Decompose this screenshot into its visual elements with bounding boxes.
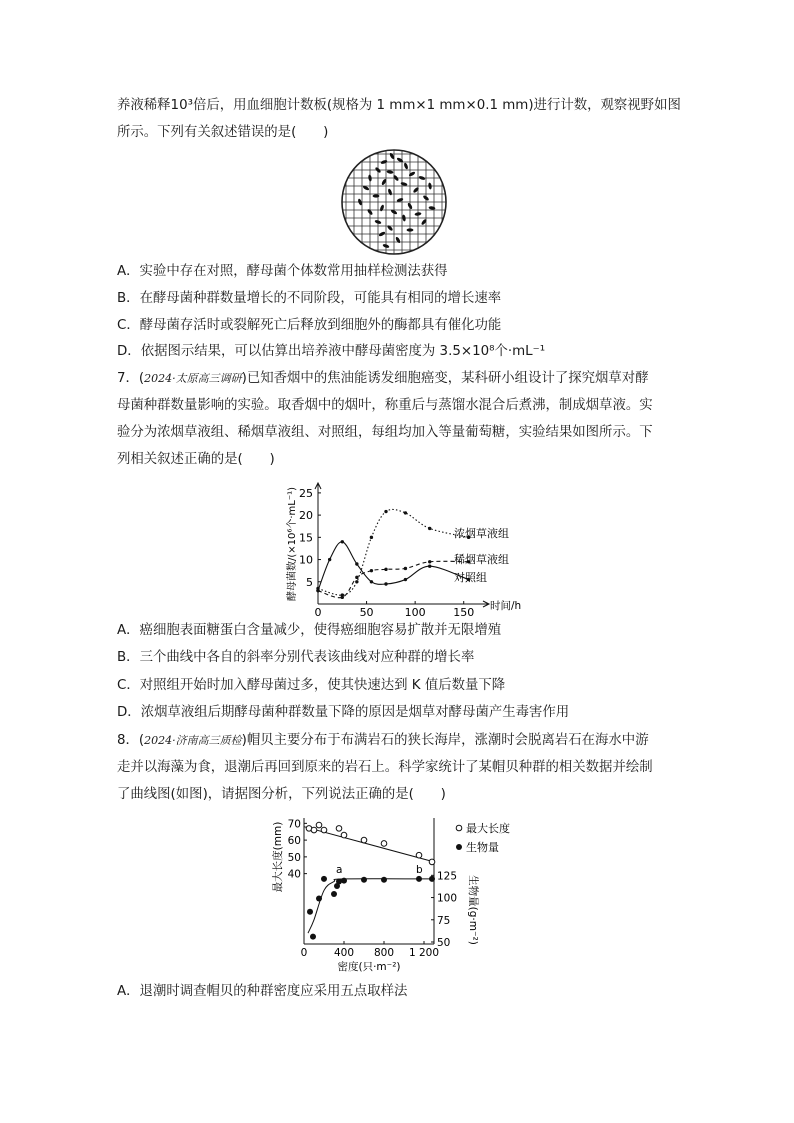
yeast-cell xyxy=(418,175,425,180)
q7-source: 2024·太原高三调研 xyxy=(144,372,242,385)
data-point xyxy=(428,560,431,563)
yeast-cell xyxy=(412,186,419,193)
q8-stem-line1 xyxy=(117,731,649,751)
right-y-axis-label: 生物量(g·m⁻²) xyxy=(467,875,479,945)
q6-option-b: B．在酵母菌种群数量增长的不同阶段，可能具有相同的增长速率 xyxy=(117,291,502,306)
biomass-point xyxy=(316,895,322,901)
q8-number: 8．( xyxy=(117,733,145,748)
yeast-cell xyxy=(379,204,384,211)
q8-source: 2024·济南高三质检 xyxy=(144,734,242,747)
y-axis-label: 酵母菌数/(×10⁶个·mL⁻¹) xyxy=(287,486,298,602)
data-point xyxy=(370,536,373,539)
biomass-point xyxy=(341,878,347,884)
x-tick-label: 400 xyxy=(333,947,355,959)
length-point xyxy=(429,859,435,865)
yeast-cell xyxy=(403,162,408,169)
yeast-cell xyxy=(387,188,392,195)
legend-label: 生物量 xyxy=(466,841,499,854)
yeast-cell xyxy=(407,228,414,231)
series-line-2 xyxy=(318,561,469,597)
legend-label: 最大长度 xyxy=(466,822,510,835)
legend-filled-marker xyxy=(456,844,462,850)
length-point xyxy=(416,852,422,858)
biomass-point xyxy=(321,876,327,882)
data-point xyxy=(404,511,407,514)
annotation-b: b xyxy=(416,863,423,876)
right-y-tick-label: 75 xyxy=(437,914,451,927)
yeast-cell xyxy=(408,171,415,177)
biomass-point xyxy=(310,934,316,940)
yeast-cell xyxy=(428,182,432,189)
x-axis-label: 时间/h xyxy=(490,600,522,612)
y-tick-label: 20 xyxy=(299,509,313,523)
q8-option-a: A．退潮时调查帽贝的种群密度应采用五点取样法 xyxy=(117,984,408,999)
q7-stem-line4: 列相关叙述正确的是( ) xyxy=(117,452,275,467)
data-point xyxy=(384,582,387,585)
yeast-cell xyxy=(428,206,435,210)
q7-stem-line1 xyxy=(117,369,649,389)
biomass-point xyxy=(381,877,387,883)
data-point xyxy=(355,580,358,583)
x-tick-label: 0 xyxy=(314,606,322,616)
yeast-cell xyxy=(414,212,421,216)
q6-option-c: C．酵母菌存活时或裂解死亡后释放到细胞外的酶都具有催化功能 xyxy=(117,318,502,333)
length-point xyxy=(361,837,367,843)
yeast-cell xyxy=(373,194,380,197)
data-point xyxy=(404,567,407,570)
biomass-point xyxy=(429,876,435,882)
left-y-tick-label: 40 xyxy=(287,868,301,881)
q6-option-d: D．依据图示结果，可以估算出培养液中酵母菌密度为 3.5×10⁸个·mL⁻¹ xyxy=(117,344,546,359)
q7-option-a: A．癌细胞表面糖蛋白含量减少，使得癌细胞容易扩散并无限增殖 xyxy=(117,623,502,638)
limpet-chart xyxy=(266,812,536,978)
y-tick-label: 25 xyxy=(299,486,313,500)
x-tick-label: 150 xyxy=(453,606,475,616)
x-tick-label: 800 xyxy=(373,947,395,959)
q8-stem-rest: )帽贝主要分布于布满岩石的狭长海岸，涨潮时会脱离岩石在海水中游 xyxy=(241,733,649,748)
data-point xyxy=(328,558,331,561)
data-point xyxy=(428,565,431,568)
left-y-tick-label: 50 xyxy=(287,851,301,864)
y-tick-label: 15 xyxy=(299,531,313,545)
x-tick-label: 1 200 xyxy=(408,947,440,959)
yeast-cell xyxy=(368,174,372,181)
right-y-tick-label: 50 xyxy=(437,937,451,949)
x-axis-label: 密度(只·m⁻²) xyxy=(337,961,401,973)
annotation-a: a xyxy=(336,863,343,876)
biomass-point xyxy=(331,891,337,897)
right-y-tick-label: 125 xyxy=(437,870,458,883)
yeast-cell xyxy=(380,159,387,164)
yeast-chart xyxy=(282,476,532,616)
data-point xyxy=(316,589,319,592)
length-point xyxy=(311,827,317,833)
series-label: 浓烟草液组 xyxy=(454,527,509,540)
yeast-cell xyxy=(386,224,393,231)
biomass-point xyxy=(307,909,313,915)
yeast-cell xyxy=(386,170,393,174)
q7-stem-rest: )已知香烟中的焦油能诱发细胞癌变，某科研小组设计了探究烟草对酵 xyxy=(241,371,649,386)
q7-option-d: D．浓烟草液组后期酵母菌种群数量下降的原因是烟草对酵母菌产生毒害作用 xyxy=(117,705,570,720)
series-label: 对照组 xyxy=(454,571,487,584)
q6-stem-line1: 养液稀释10³倍后，用血细胞计数板(规格为 1 mm×1 mm×0.1 mm)进行计数，观察视野如图 xyxy=(117,98,681,113)
left-y-tick-label: 60 xyxy=(287,835,301,848)
length-point xyxy=(316,822,322,828)
q7-stem-line2: 母菌种群数量影响的实验。取香烟中的烟叶，称重后与蒸馏水混合后煮沸，制成烟草液。实 xyxy=(117,398,653,413)
data-point xyxy=(370,569,373,572)
biomass-point xyxy=(416,876,422,882)
hemocytometer-figure xyxy=(340,148,448,256)
data-point xyxy=(384,510,387,513)
length-point xyxy=(336,826,342,832)
y-tick-label: 10 xyxy=(299,553,313,567)
left-y-tick-label: 70 xyxy=(287,818,301,831)
left-y-axis-label: 最大长度(mm) xyxy=(272,821,284,893)
q8-stem-line3: 了曲线图(如图)，请据图分析，下列说法正确的是( ) xyxy=(117,787,446,802)
legend-open-marker xyxy=(456,825,462,831)
q7-option-b: B．三个曲线中各自的斜率分别代表该曲线对应种群的增长率 xyxy=(117,650,475,665)
data-point xyxy=(341,540,344,543)
length-point xyxy=(341,832,347,838)
yeast-cell xyxy=(402,214,406,221)
biomass-point xyxy=(336,879,342,885)
right-y-tick-label: 100 xyxy=(437,892,458,905)
data-point xyxy=(341,596,344,599)
x-tick-label: 100 xyxy=(404,606,426,616)
q7-stem-line3: 验分为浓烟草液组、稀烟草液组、对照组，每组均加入等量葡萄糖，实验结果如图所示。下 xyxy=(117,425,653,440)
length-point xyxy=(381,841,387,847)
y-tick-label: 5 xyxy=(306,575,313,589)
data-point xyxy=(355,576,358,579)
biomass-point xyxy=(361,877,367,883)
data-point xyxy=(428,527,431,530)
yeast-cell xyxy=(395,236,401,243)
data-point xyxy=(370,580,373,583)
series-line-1 xyxy=(318,509,469,595)
q6-stem-line2: 所示。下列有关叙述错误的是( ) xyxy=(117,125,329,140)
series-line-3 xyxy=(318,542,469,591)
q7-number: 7．( xyxy=(117,371,145,386)
q7-option-c: C．对照组开始时加入酵母菌过多，使其快速达到 K 值后数量下降 xyxy=(117,678,506,693)
q8-stem-line2: 走并以海藻为食，退潮后再回到原来的岩石上。科学家统计了某帽贝种群的相关数据并绘制 xyxy=(117,760,653,775)
data-point xyxy=(355,562,358,565)
length-point xyxy=(321,827,327,833)
data-point xyxy=(384,568,387,571)
x-tick-label: 50 xyxy=(359,606,374,616)
series-label: 稀烟草液组 xyxy=(454,553,509,566)
x-tick-label: 0 xyxy=(300,947,308,959)
q6-option-a: A．实验中存在对照，酵母菌个体数常用抽样检测法获得 xyxy=(117,264,448,279)
biomass-curve xyxy=(308,879,434,933)
data-point xyxy=(404,578,407,581)
